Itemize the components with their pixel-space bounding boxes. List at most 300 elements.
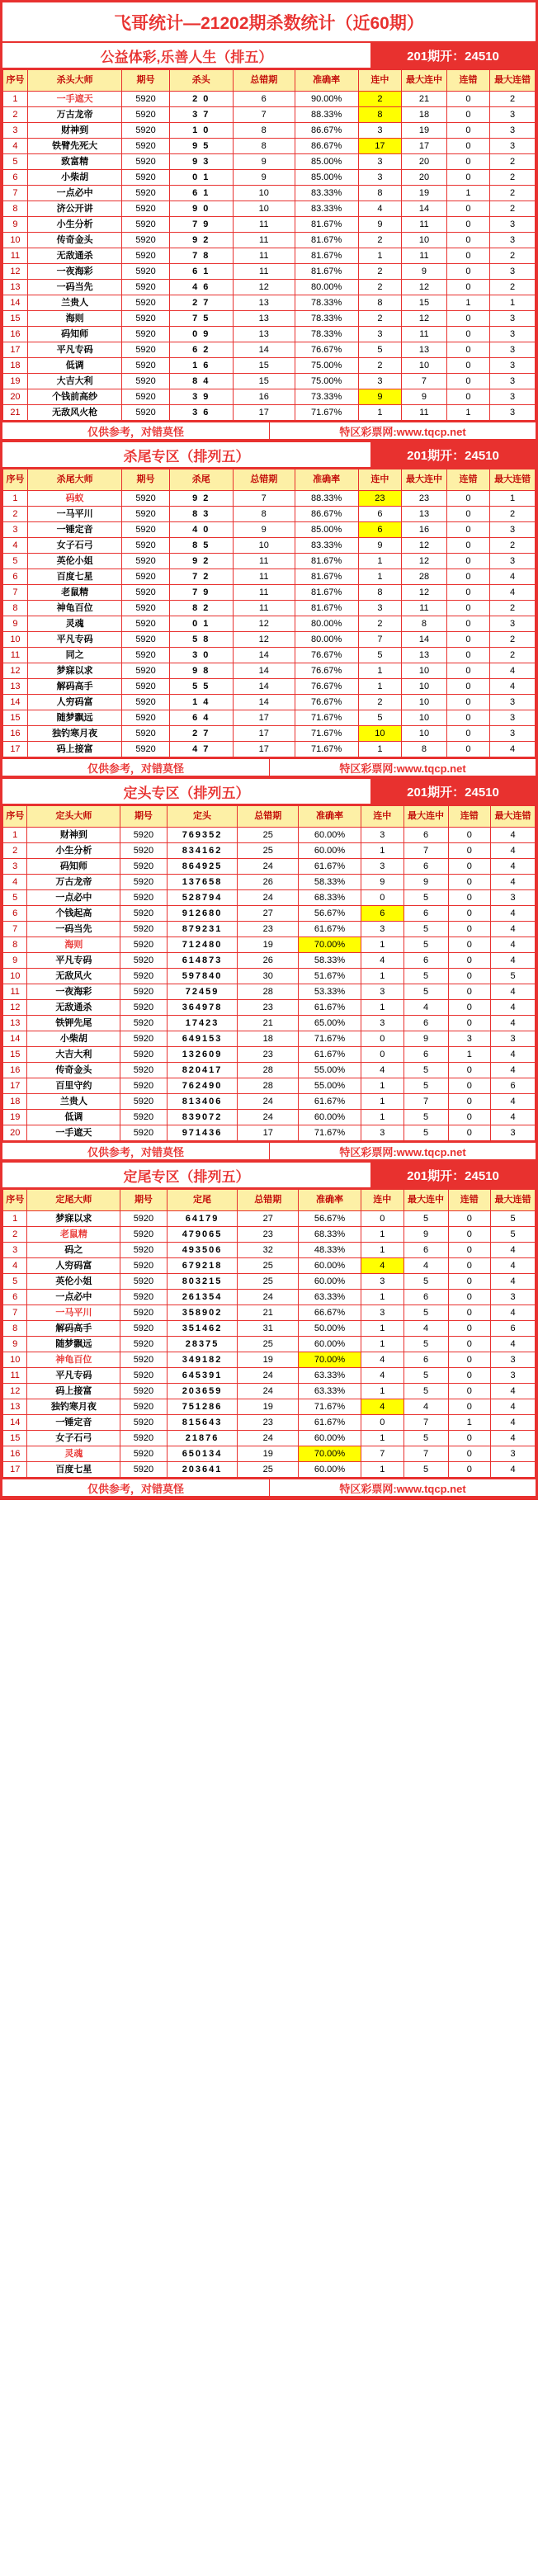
footer-note: 仅供参考，对错莫怪 [87,1482,184,1495]
streak-miss: 0 [446,522,489,538]
total-error: 25 [238,1258,299,1274]
total-error: 6 [233,92,295,107]
accuracy: 78.33% [295,295,358,311]
max-miss: 3 [491,1290,536,1305]
total-error: 15 [233,358,295,374]
period: 5920 [120,953,167,969]
table-row [3,1094,536,1110]
max-miss: 4 [491,1274,536,1290]
row-index: 10 [3,969,27,984]
table-row [3,1063,536,1078]
table-row [3,695,536,710]
streak-miss: 0 [446,616,489,632]
period: 5920 [120,937,167,953]
row-index: 9 [3,953,27,969]
max-hit: 5 [404,1078,448,1094]
accuracy: 66.67% [299,1305,361,1321]
col-total-error: 总错期 [238,1190,299,1211]
table-row [3,953,536,969]
max-miss: 4 [491,922,536,937]
table-row [3,648,536,663]
streak-hit: 2 [358,92,401,107]
total-error: 32 [238,1243,299,1258]
streak-hit: 1 [361,1431,404,1446]
col-streak-hit: 连中 [361,806,404,828]
row-index: 15 [3,311,28,327]
accuracy: 81.67% [295,569,358,585]
row-index: 3 [3,123,28,139]
streak-miss: 0 [448,1431,491,1446]
streak-miss: 0 [446,342,489,358]
period: 5920 [120,1384,167,1399]
streak-hit: 1 [361,1227,404,1243]
streak-miss: 0 [448,1337,491,1352]
streak-miss: 0 [448,1290,491,1305]
row-index: 13 [3,1016,27,1031]
streak-miss: 0 [446,374,489,389]
total-error: 13 [233,327,295,342]
total-error: 21 [238,1016,299,1031]
value: 261354 [167,1290,238,1305]
max-miss: 2 [490,92,536,107]
col-index: 序号 [3,1190,27,1211]
period: 5920 [122,522,169,538]
table-row [3,311,536,327]
total-error: 17 [233,726,295,742]
streak-miss: 0 [448,1258,491,1274]
max-hit: 5 [404,1337,448,1352]
table-row [3,1337,536,1352]
table-row [3,217,536,233]
streak-hit: 3 [361,984,404,1000]
accuracy: 81.67% [295,248,358,264]
col-max-hit: 最大连中 [404,806,448,828]
table-row [3,1047,536,1063]
total-error: 11 [233,233,295,248]
value: 2 7 [169,295,233,311]
value: 3 0 [169,648,233,663]
value: 358902 [167,1305,238,1321]
total-error: 24 [238,1290,299,1305]
streak-hit: 3 [361,859,404,875]
master-name: 个钱前高纱 [27,389,122,405]
table-body-shawei [3,491,536,757]
max-miss: 4 [491,1431,536,1446]
period: 5920 [122,358,169,374]
period: 5920 [122,405,169,421]
max-miss: 3 [490,726,536,742]
accuracy: 73.33% [295,389,358,405]
max-miss: 3 [490,405,536,421]
table-row [3,632,536,648]
accuracy: 81.67% [295,233,358,248]
total-error: 14 [233,679,295,695]
row-index: 5 [3,890,27,906]
max-hit: 10 [402,679,447,695]
col-master: 定尾大师 [27,1190,120,1211]
period: 5920 [122,569,169,585]
table-row [3,374,536,389]
value: 493506 [167,1243,238,1258]
page-title: 飞哥统计—21202期杀数统计（近60期） [114,14,424,33]
col-streak-hit: 连中 [358,469,401,491]
accuracy: 55.00% [299,1063,361,1078]
accuracy: 75.00% [295,358,358,374]
period: 5920 [120,984,167,1000]
streak-hit: 3 [358,374,401,389]
row-index: 15 [3,710,28,726]
streak-hit: 1 [361,1243,404,1258]
master-name: 一点必中 [27,1290,120,1305]
streak-hit: 1 [361,1000,404,1016]
master-name: 一码当先 [27,280,122,295]
master-name: 码知师 [27,327,122,342]
row-index: 9 [3,217,28,233]
value: 864925 [167,859,238,875]
max-miss: 4 [490,663,536,679]
total-error: 8 [233,123,295,139]
table-row [3,405,536,421]
max-hit: 5 [404,1274,448,1290]
period: 5920 [120,1415,167,1431]
streak-miss: 3 [448,1031,491,1047]
master-name: 无敌通杀 [27,1000,120,1016]
period: 5920 [122,123,169,139]
row-index: 3 [3,1243,27,1258]
max-miss: 3 [490,123,536,139]
table-row [3,1290,536,1305]
row-index: 15 [3,1431,27,1446]
streak-miss: 0 [448,859,491,875]
period: 5920 [120,1125,167,1141]
period: 5920 [122,632,169,648]
streak-miss: 0 [448,1446,491,1462]
streak-hit: 2 [358,264,401,280]
max-hit: 5 [404,1063,448,1078]
value: 4 7 [169,742,233,757]
master-name: 小生分析 [27,217,122,233]
streak-hit: 0 [361,1047,404,1063]
max-miss: 3 [490,710,536,726]
table-dingwei [2,1189,536,1478]
period: 5920 [122,374,169,389]
master-name: 无敌风火枪 [27,405,122,421]
max-hit: 5 [404,890,448,906]
footer-site: 特区彩票网:www.tqcp.net [269,1479,536,1496]
period: 5920 [120,1094,167,1110]
value: 1 6 [169,358,233,374]
streak-miss: 0 [448,937,491,953]
streak-miss: 0 [448,906,491,922]
period: 5920 [120,1305,167,1321]
max-miss: 6 [491,1321,536,1337]
max-miss: 4 [491,1016,536,1031]
max-miss: 4 [491,1243,536,1258]
period: 5920 [120,1462,167,1478]
section-header-shatou [2,41,536,69]
period: 5920 [122,742,169,757]
streak-hit: 3 [361,1125,404,1141]
value: 528794 [167,890,238,906]
row-index: 13 [3,1399,27,1415]
streak-hit: 8 [358,585,401,601]
row-index: 17 [3,1462,27,1478]
max-miss: 4 [491,1384,536,1399]
value: 7 9 [169,217,233,233]
streak-hit: 1 [358,679,401,695]
accuracy: 81.67% [295,554,358,569]
streak-miss: 0 [448,1094,491,1110]
streak-hit: 9 [361,875,404,890]
accuracy: 86.67% [295,139,358,154]
master-name: 英伦小姐 [27,554,122,569]
streak-miss: 0 [446,389,489,405]
row-index: 4 [3,875,27,890]
table-row [3,1000,536,1016]
row-index: 11 [3,648,28,663]
master-name: 码上接富 [27,742,122,757]
value: 803215 [167,1274,238,1290]
max-hit: 5 [404,937,448,953]
value: 912680 [167,906,238,922]
row-index: 19 [3,374,28,389]
value: 650134 [167,1446,238,1462]
master-name: 个钱起高 [27,906,120,922]
max-miss: 2 [490,186,536,201]
total-error: 9 [233,170,295,186]
total-error: 23 [238,1000,299,1016]
max-hit: 9 [404,875,448,890]
value: 820417 [167,1063,238,1078]
total-error: 19 [238,937,299,953]
max-miss: 4 [491,1305,536,1321]
accuracy: 70.00% [299,937,361,953]
total-error: 16 [233,389,295,405]
table-row [3,1384,536,1399]
accuracy: 71.67% [299,1125,361,1141]
streak-hit: 3 [361,922,404,937]
col-streak-miss: 连错 [448,806,491,828]
accuracy: 78.33% [295,327,358,342]
max-hit: 13 [402,648,447,663]
row-index: 11 [3,1368,27,1384]
accuracy: 81.67% [295,601,358,616]
table-row [3,295,536,311]
table-row [3,264,536,280]
max-miss: 3 [491,1031,536,1047]
col-accuracy: 准确率 [299,806,361,828]
streak-miss: 0 [446,679,489,695]
value: 28375 [167,1337,238,1352]
period: 5920 [120,922,167,937]
master-name: 小柴胡 [27,170,122,186]
master-name: 低调 [27,358,122,374]
accuracy: 71.67% [299,1031,361,1047]
accuracy: 60.00% [299,1274,361,1290]
accuracy: 61.67% [299,1047,361,1063]
table-row [3,569,536,585]
row-index: 8 [3,1321,27,1337]
master-name: 老鼠精 [27,585,122,601]
streak-miss: 0 [448,1321,491,1337]
streak-hit: 1 [361,1384,404,1399]
value: 9 2 [169,233,233,248]
row-index: 14 [3,695,28,710]
streak-miss: 0 [448,953,491,969]
value: 712480 [167,937,238,953]
master-name: 码之 [27,1243,120,1258]
streak-miss: 0 [448,1243,491,1258]
period: 5920 [122,679,169,695]
table-row [3,389,536,405]
section-header-dingtou [2,777,536,805]
max-hit: 15 [402,295,447,311]
value: 9 2 [169,554,233,569]
col-streak-miss: 连错 [448,1190,491,1211]
streak-miss: 0 [446,491,489,507]
total-error: 24 [238,1110,299,1125]
table-row [3,1031,536,1047]
max-miss: 2 [490,507,536,522]
col-accuracy: 准确率 [295,469,358,491]
max-hit: 4 [404,1000,448,1016]
col-streak-hit: 连中 [358,70,401,92]
total-error: 24 [238,1384,299,1399]
streak-miss: 0 [446,107,489,123]
col-max-hit: 最大连中 [402,70,447,92]
streak-hit: 7 [358,632,401,648]
table-row [3,522,536,538]
value: 3 6 [169,405,233,421]
streak-hit: 1 [361,1078,404,1094]
max-hit: 18 [402,107,447,123]
value: 6 1 [169,264,233,280]
accuracy: 60.00% [299,828,361,843]
total-error: 9 [233,154,295,170]
max-miss: 3 [490,107,536,123]
total-error: 26 [238,875,299,890]
accuracy: 78.33% [295,311,358,327]
max-hit: 5 [404,1431,448,1446]
max-hit: 9 [404,1227,448,1243]
value: 132609 [167,1047,238,1063]
accuracy: 48.33% [299,1243,361,1258]
accuracy: 61.67% [299,1415,361,1431]
row-index: 12 [3,1384,27,1399]
value: 2 0 [169,92,233,107]
max-hit: 11 [402,248,447,264]
table-header-row [3,1190,536,1211]
max-miss: 3 [490,695,536,710]
table-row [3,1227,536,1243]
col-streak-miss: 连错 [446,70,489,92]
total-error: 14 [233,663,295,679]
streak-hit: 4 [361,1258,404,1274]
section-draw-shawei: 201期开：24510 [370,442,536,467]
streak-miss: 0 [446,280,489,295]
section-draw-shatou: 201期开：24510 [370,43,536,68]
table-row [3,1352,536,1368]
value: 879231 [167,922,238,937]
period: 5920 [120,890,167,906]
accuracy: 58.33% [299,875,361,890]
table-row [3,1016,536,1031]
footer-site: 特区彩票网:www.tqcp.net [269,759,536,776]
table-row [3,170,536,186]
streak-hit: 1 [361,843,404,859]
table-body-shatou [3,92,536,421]
value: 0 1 [169,170,233,186]
max-miss: 3 [491,1446,536,1462]
table-row [3,1078,536,1094]
period: 5920 [120,1243,167,1258]
period: 5920 [120,1110,167,1125]
max-hit: 7 [404,1446,448,1462]
master-name: 财神到 [27,123,122,139]
max-miss: 3 [490,342,536,358]
master-name: 灵魂 [27,1446,120,1462]
max-hit: 5 [404,984,448,1000]
max-hit: 5 [404,1125,448,1141]
col-value: 杀尾 [169,469,233,491]
row-index: 5 [3,1274,27,1290]
max-hit: 6 [404,1290,448,1305]
period: 5920 [120,1047,167,1063]
max-miss: 4 [491,1110,536,1125]
total-error: 27 [238,906,299,922]
max-miss: 3 [490,139,536,154]
row-index: 7 [3,585,28,601]
col-master: 定头大师 [27,806,120,828]
period: 5920 [122,92,169,107]
master-name: 平凡专码 [27,632,122,648]
max-hit: 5 [404,922,448,937]
max-miss: 3 [491,1368,536,1384]
streak-hit: 1 [361,1321,404,1337]
streak-hit: 3 [361,1305,404,1321]
max-hit: 11 [402,217,447,233]
row-index: 7 [3,922,27,937]
accuracy: 85.00% [295,522,358,538]
accuracy: 60.00% [299,1462,361,1478]
master-name: 码知师 [27,859,120,875]
streak-hit: 4 [358,201,401,217]
master-name: 万古龙帝 [27,107,122,123]
max-hit: 6 [404,906,448,922]
streak-hit: 17 [358,139,401,154]
period: 5920 [120,1352,167,1368]
streak-hit: 0 [361,1031,404,1047]
accuracy: 80.00% [295,616,358,632]
period: 5920 [120,843,167,859]
accuracy: 90.00% [295,92,358,107]
master-name: 同之 [27,648,122,663]
streak-miss: 1 [446,295,489,311]
streak-miss: 0 [446,358,489,374]
streak-hit: 3 [358,601,401,616]
streak-hit: 1 [361,937,404,953]
accuracy: 60.00% [299,1337,361,1352]
max-miss: 3 [490,264,536,280]
accuracy: 65.00% [299,1016,361,1031]
streak-miss: 0 [446,554,489,569]
accuracy: 85.00% [295,154,358,170]
accuracy: 61.67% [299,1000,361,1016]
max-miss: 4 [491,953,536,969]
accuracy: 76.67% [295,663,358,679]
max-miss: 1 [490,295,536,311]
col-index: 序号 [3,70,28,92]
